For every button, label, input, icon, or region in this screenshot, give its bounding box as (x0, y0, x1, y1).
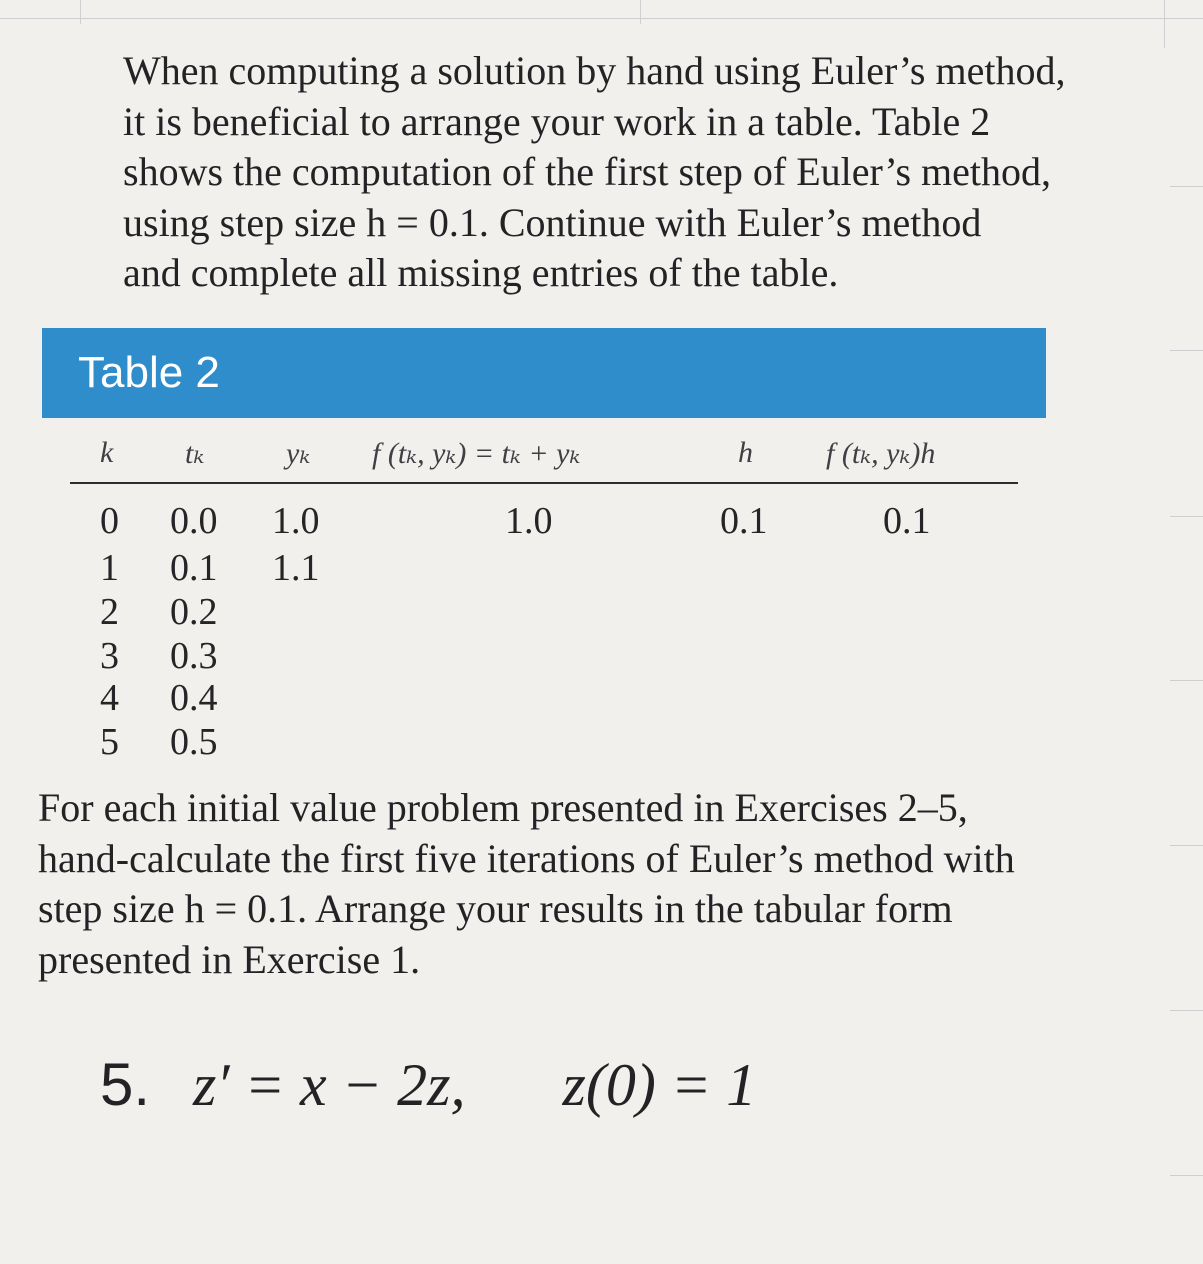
table-cell-h: 0.1 (720, 500, 768, 542)
table-title-banner (42, 328, 1046, 418)
table-cell-y: 1.1 (272, 547, 320, 589)
exercise-initial-condition: z(0) = 1 (562, 1052, 757, 1118)
table-cell-k: 3 (100, 635, 119, 677)
table-cell-fh: 0.1 (883, 500, 931, 542)
table-cell-k: 5 (100, 721, 119, 763)
intro-line: using step size h = 0.1. Continue with Euler’s method (123, 199, 982, 245)
exercise-equation: z′ = x − 2z, (193, 1052, 466, 1118)
header-fh: f (tₖ, yₖ)h (826, 437, 936, 470)
table-cell-k: 4 (100, 677, 119, 719)
table-cell-t: 0.3 (170, 635, 218, 677)
table-cell-t: 0.5 (170, 721, 218, 763)
table-cell-k: 2 (100, 591, 119, 633)
intro-paragraph (123, 46, 1065, 299)
exercise-5 (100, 1050, 756, 1120)
header-h: h (738, 436, 753, 469)
header-y: yₖ (286, 437, 311, 470)
instructions-line: step size h = 0.1. Arrange your results in the tabular form (38, 886, 953, 931)
intro-line: When computing a solution by hand using Euler’s method, (123, 48, 1066, 93)
table-cell-f: 1.0 (505, 500, 553, 542)
table-cell-t: 0.0 (170, 500, 218, 542)
instructions-line: hand-calculate the first five iterations of Euler’s method with (38, 835, 1015, 881)
table-cell-k: 0 (100, 500, 119, 542)
header-k: k (100, 436, 114, 469)
instructions-line: presented in Exercise 1. (38, 936, 421, 982)
table-cell-t: 0.1 (170, 547, 218, 589)
table-cell-t: 0.4 (170, 677, 218, 719)
instructions-paragraph (38, 783, 1015, 985)
table-cell-y: 1.0 (272, 500, 320, 542)
intro-line: and complete all missing entries of the table. (123, 250, 839, 295)
instructions-line: For each initial value problem presented in Exercises 2–5, (38, 785, 968, 830)
intro-line: shows the computation of the first step of Euler’s method, (123, 149, 1051, 194)
table-header-rule (70, 482, 1018, 484)
table-cell-t: 0.2 (170, 591, 218, 633)
exercise-number: 5. (100, 1051, 151, 1118)
table-cell-k: 1 (100, 547, 119, 589)
header-t: tₖ (185, 437, 205, 470)
table-title: Table 2 (78, 348, 220, 397)
header-f: f (tₖ, yₖ) = tₖ + yₖ (372, 437, 581, 470)
intro-line: it is beneficial to arrange your work in a table. Table 2 (123, 98, 991, 144)
